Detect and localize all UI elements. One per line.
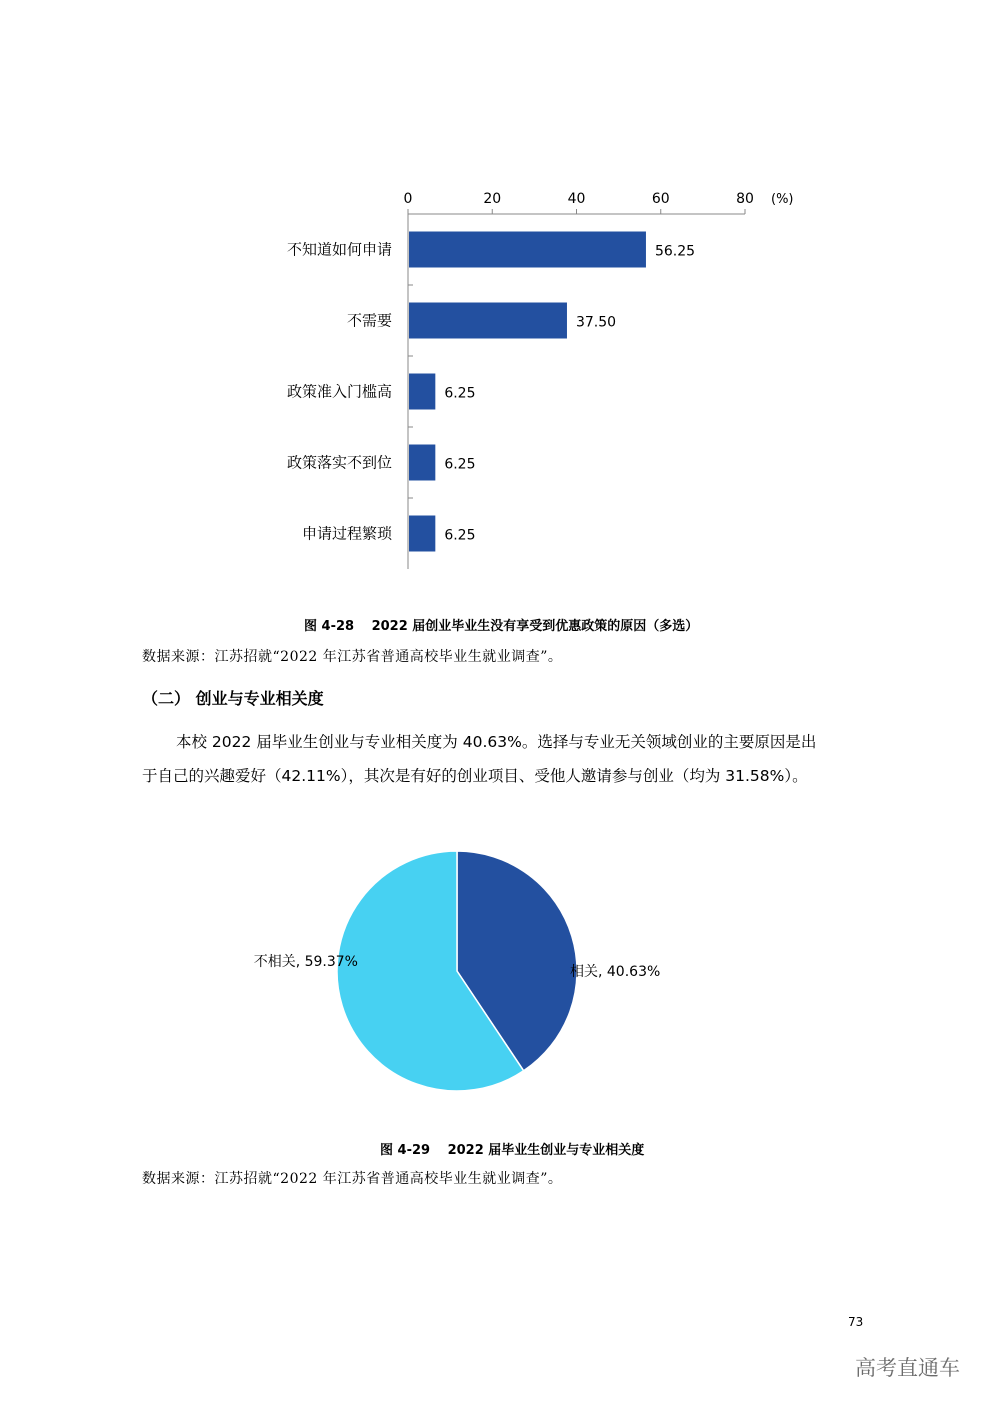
value-label: 6.25: [444, 456, 476, 473]
value-label: 6.25: [444, 385, 476, 402]
paragraph-line-1: 本校 2022 届毕业生创业与专业相关度为 40.63%。选择与专业无关领域创业的主要原因是出: [176, 733, 817, 751]
x-tick-label: 20: [483, 191, 502, 207]
x-tick-label: 80: [736, 191, 754, 207]
section-heading: （二） 创业与专业相关度: [142, 689, 324, 708]
slice-label: 相关, 40.63%: [570, 964, 661, 980]
figure-4-29-caption: 图 4-29 2022 届毕业生创业与专业相关度: [380, 1143, 645, 1158]
category-label: 申请过程繁琐: [301, 524, 392, 543]
figure-4-28-caption: 图 4-28 2022 届创业毕业生没有享受到优惠政策的原因（多选）: [304, 619, 699, 634]
pie-chart: [230, 835, 710, 1105]
page-number: 73: [848, 1315, 864, 1329]
bar: [409, 445, 435, 481]
category-label: 不需要: [346, 311, 392, 330]
category-label: 政策落实不到位: [286, 453, 392, 472]
x-tick-label: 60: [651, 191, 670, 207]
bar: [409, 232, 646, 268]
paragraph-line-2: 于自己的兴趣爱好（42.11%），其次是有好的创业项目、受他人邀请参与创业（均为 31.58%）。: [142, 767, 808, 785]
figure-4-28-source: 数据来源：江苏招就“2022 年江苏省普通高校毕业生就业调查”。: [142, 649, 563, 665]
category-label: 不知道如何申请: [286, 240, 392, 259]
watermark-text: 高考直通车: [855, 1356, 960, 1380]
x-tick-label: 0: [403, 191, 413, 207]
value-label: 37.50: [575, 314, 617, 331]
bar-chart: [250, 180, 810, 600]
category-label: 政策准入门槛高: [286, 382, 392, 401]
bar: [409, 516, 435, 552]
bar: [409, 374, 435, 410]
value-label: 56.25: [654, 243, 696, 260]
x-tick-label: 40: [567, 191, 586, 207]
value-label: 6.25: [444, 527, 476, 544]
figure-4-29-source: 数据来源：江苏招就“2022 年江苏省普通高校毕业生就业调查”。: [142, 1171, 563, 1187]
slice-label: 不相关, 59.37%: [253, 954, 358, 970]
bar: [409, 303, 567, 339]
unit-label: (%): [771, 192, 794, 207]
